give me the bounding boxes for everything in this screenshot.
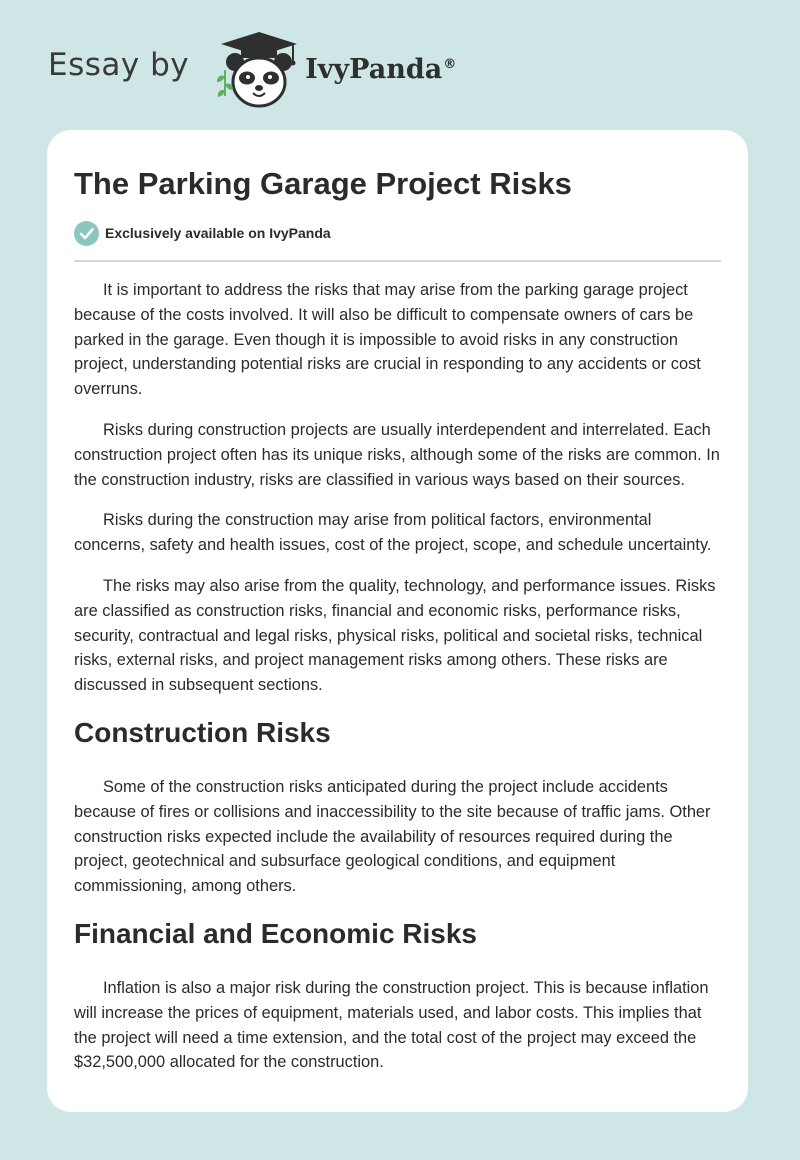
brand-name: [305, 54, 456, 85]
brand-header: [48, 30, 456, 110]
brand-prefix: Essay by: [48, 47, 190, 83]
title-divider: [74, 260, 721, 262]
section-heading-construction-risks: Construction Risks: [74, 716, 331, 748]
exclusive-badge-label: Exclusively available on IvyPanda: [105, 225, 331, 241]
financial-risks-paragraph: Inflation is also a major risk during the construction project. This is because inflation will increase the prices of equipment, materials used, and labor costs. This implies that the project will need a time extension, and the total cost of the project may exceed the $32,500,000 allocated for the construction.: [74, 978, 709, 1072]
intro-paragraph-2: Risks during construction projects are usually interdependent and interrelated. Each construction project often has its unique risks, although some of the risks are common. In the construction industry, risks are classified in various ways based on their sources.: [74, 420, 720, 489]
checkmark-circle-icon: [74, 221, 99, 246]
panda-graduate-icon: [207, 30, 303, 110]
exclusive-badge: [74, 219, 721, 247]
brand-name-text: IvyPanda: [305, 53, 443, 85]
essay-card: [47, 130, 748, 1112]
intro-paragraph-3: Risks during the construction may arise from political factors, environmental concerns, safety and health issues, cost of the project, scope, and schedule uncertainty.: [74, 511, 712, 555]
registered-mark: ®: [443, 56, 457, 72]
section-heading-financial-risks: Financial and Economic Risks: [74, 917, 478, 949]
construction-risks-paragraph: Some of the construction risks anticipated during the project include accidents because of fires or collisions and inaccessibility to the site because of traffic jams. Other construction risks expected include the availability of resources required during the project, geotechnical and subsurface geological conditions, and equipment commissioning, among others.: [74, 777, 711, 896]
intro-paragraph-4: The risks may also arise from the quality, technology, and performance issues. Risks are classified as construction risks, financial and economic risks, performance risks, security, contractual and legal risks, physical risks, political and societal risks, technical risks, external risks, and project management risks among others. These risks are discussed in subsequent sections.: [74, 576, 716, 695]
essay-title: The Parking Garage Project Risks: [74, 166, 572, 201]
intro-paragraph-1: It is important to address the risks that may arise from the parking garage project because of the costs involved. It will also be difficult to compensate owners of cars be parked in the garage. Even though it is impossible to avoid risks in any construction project, understanding potential risks are crucial in responding to any accidents or cost overruns.: [74, 281, 701, 399]
